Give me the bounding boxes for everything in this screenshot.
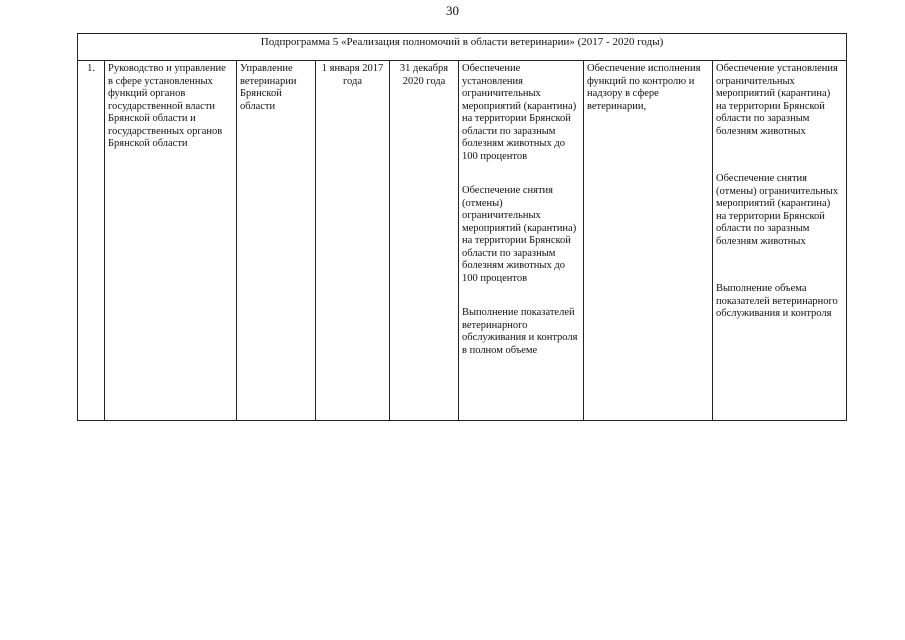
result-item-3: Выполнение показателей ветеринарного обслуживания и контроля в полном объеме xyxy=(462,307,578,356)
executor-cell: Управление ветеринарии Брянской области xyxy=(237,61,316,421)
result-item-2: Обеспечение снятия (отмены) ограничительных мероприятий (карантина) на территории Брянской области по заразным болезням животных до 100 процентов xyxy=(462,185,577,284)
row-number: 1. xyxy=(78,61,105,421)
result-item-1: Обеспечение установления ограничительных мероприятий (карантина) на территории Брянской области по заразным болезням животных до 100 процентов xyxy=(462,63,577,162)
activity-cell: Руководство и управление в сфере установленных функций органов государственной власти Брянской области и государственных органов Брянской области xyxy=(105,61,237,421)
subprogram-title: Подпрограмма 5 «Реализация полномочий в области ветеринарии» (2017 - 2020 годы) xyxy=(78,34,847,61)
page-number: 30 xyxy=(446,3,459,18)
results-cell xyxy=(459,61,584,421)
end-date-cell: 31 декабря 2020 года xyxy=(390,61,459,421)
table-header-row xyxy=(78,34,847,61)
task-cell: Обеспечение исполнения функций по контролю и надзору в сфере ветеринарии, xyxy=(584,61,713,421)
start-date-cell: 1 января 2017 года xyxy=(316,61,390,421)
table-row xyxy=(78,61,847,421)
indicators-cell xyxy=(713,61,847,421)
indicator-item-2: Обеспечение снятия (отмены) ограничительных мероприятий (карантина) на территории Брянской области по заразным болезням животных xyxy=(716,173,839,247)
program-table xyxy=(77,33,847,421)
indicator-item-3: Выполнение объема показателей ветеринарного обслуживания и контроля xyxy=(716,283,838,319)
indicator-item-1: Обеспечение установления ограничительных мероприятий (карантина) на территории Брянской области по заразным болезням животных xyxy=(716,63,838,137)
